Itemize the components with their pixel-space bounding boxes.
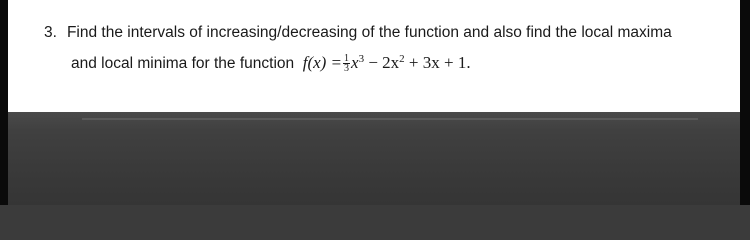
term-1: x <box>351 53 359 72</box>
question-line-2 <box>71 53 471 74</box>
right-border <box>740 0 750 205</box>
term-2: − 2x <box>368 53 400 72</box>
fraction <box>343 54 350 73</box>
question-number: 3. <box>44 24 57 41</box>
fraction-numerator: 1 <box>344 52 350 64</box>
question-text-line-1: Find the intervals of increasing/decreasing of the function and also find the local maxima <box>66 24 672 41</box>
question-line-1 <box>44 23 672 43</box>
function-expression <box>298 53 470 72</box>
term-1-exponent: 3 <box>358 53 365 65</box>
fraction-denominator: 3 <box>344 62 350 74</box>
question-text-line-2: and local minima for the function <box>71 55 295 72</box>
term-2-exponent: 2 <box>399 53 405 65</box>
background-area <box>8 112 740 205</box>
function-rest: + 3x + 1. <box>408 53 471 72</box>
left-border <box>0 0 8 205</box>
divider-line <box>82 118 698 120</box>
function-lhs: f(x) = <box>302 53 343 72</box>
